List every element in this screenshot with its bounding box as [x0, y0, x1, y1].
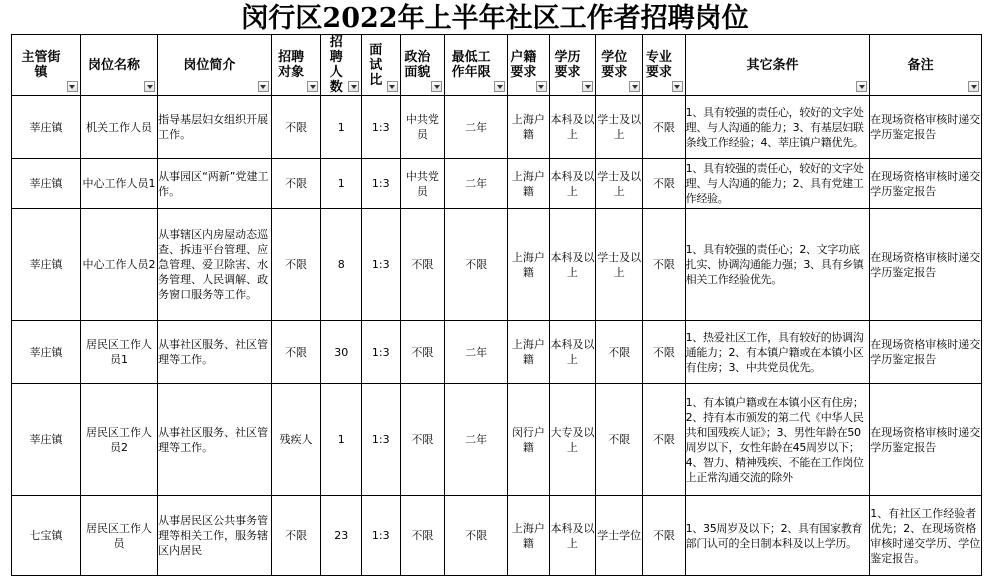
table-row: [12, 496, 982, 576]
header-row: [12, 35, 982, 96]
filter-dropdown-icon[interactable]: [431, 81, 442, 92]
cell-major[interactable]: 不限: [643, 496, 686, 576]
cell-degree[interactable]: 不限: [596, 321, 643, 384]
cell-hukou[interactable]: 上海户籍: [508, 496, 550, 576]
cell-remark[interactable]: 在现场资格审核时递交学历鉴定报告: [870, 159, 982, 209]
filter-dropdown-icon[interactable]: [387, 81, 398, 92]
cell-remark[interactable]: 在现场资格审核时递交学历鉴定报告: [870, 384, 982, 496]
cell-ratio[interactable]: 1:3: [362, 159, 401, 209]
column-header-other: [685, 35, 870, 96]
column-header-degree: [596, 35, 643, 96]
sheet-title: 闵行区2022年上半年社区工作者招聘岗位: [241, 3, 749, 34]
cell-count[interactable]: 1: [321, 384, 362, 496]
cell-post[interactable]: 中心工作人员2: [80, 209, 157, 321]
cell-target[interactable]: 残疾人: [271, 384, 321, 496]
table-row: [12, 96, 982, 159]
cell-other[interactable]: 1、具有较强的责任心；2、文字功底扎实、协调沟通能力强；3、具有乡镇相关工作经验优先。: [685, 209, 870, 321]
cell-post[interactable]: 机关工作人员: [80, 96, 157, 159]
column-header-hukou: [508, 35, 550, 96]
cell-other[interactable]: 1、有本镇户籍或在本镇小区有住房；2、持有本市颁发的第二代《中华人民共和国残疾人证》；3、男性年龄在50周岁以下，女性年龄在45周岁以下；4、智力、精神残疾、不能在工作岗位上正常沟通交流的除外: [685, 384, 870, 496]
cell-other[interactable]: 1、35周岁及以下；2、具有国家教育部门认可的全日制本科及以上学历。: [685, 496, 870, 576]
cell-edu[interactable]: 大专及以上: [549, 384, 596, 496]
filter-dropdown-icon[interactable]: [348, 81, 359, 92]
cell-degree[interactable]: 学士学位: [596, 496, 643, 576]
cell-edu[interactable]: 本科及以上: [549, 159, 596, 209]
cell-post[interactable]: 居民区工作人员1: [80, 321, 157, 384]
column-header-label: 主管街 镇: [21, 50, 61, 80]
column-header-brief: [158, 35, 272, 96]
cell-target[interactable]: 不限: [271, 321, 321, 384]
cell-hukou[interactable]: 上海户籍: [508, 209, 550, 321]
cell-other[interactable]: 1、具有较强的责任心，较好的文字处理、与人沟通的能力；3、有基层妇联条线工作经验；4、莘庄镇户籍优先。: [685, 96, 870, 159]
cell-major[interactable]: 不限: [643, 384, 686, 496]
cell-post[interactable]: 中心工作人员1: [80, 159, 157, 209]
cell-hukou[interactable]: 闵行户籍: [508, 384, 550, 496]
cell-count[interactable]: 8: [321, 209, 362, 321]
cell-remark[interactable]: 在现场资格审核时递交学历鉴定报告: [870, 321, 982, 384]
column-header-label: 面试 比: [369, 42, 383, 88]
cell-target[interactable]: 不限: [271, 496, 321, 576]
cell-politics[interactable]: 不限: [400, 496, 445, 576]
cell-brief[interactable]: 从事辖区内房屋动态巡查、拆违平台管理、应急管理、爱卫除害、水务管理、人民调解、政务窗口服务等工作。: [158, 209, 272, 321]
cell-politics[interactable]: 中共党员: [400, 159, 445, 209]
column-header-label: 备注: [907, 57, 934, 73]
column-header-label: 招聘 人数: [329, 35, 343, 95]
column-header-edu: [549, 35, 596, 96]
column-header-town: [12, 35, 81, 96]
filter-dropdown-icon[interactable]: [856, 81, 867, 92]
cell-ratio[interactable]: 1:3: [362, 496, 401, 576]
cell-years[interactable]: 不限: [445, 496, 508, 576]
cell-target[interactable]: 不限: [271, 159, 321, 209]
cell-target[interactable]: 不限: [271, 96, 321, 159]
cell-degree[interactable]: 学士及以上: [596, 96, 643, 159]
cell-brief[interactable]: 指导基层妇女组织开展工作。: [158, 96, 272, 159]
cell-post[interactable]: 居民区工作人员: [80, 496, 157, 576]
table-row: [12, 321, 982, 384]
cell-hukou[interactable]: 上海户籍: [508, 321, 550, 384]
cell-degree[interactable]: 不限: [596, 384, 643, 496]
column-header-politics: [400, 35, 445, 96]
cell-years[interactable]: 二年: [445, 321, 508, 384]
filter-dropdown-icon[interactable]: [672, 81, 683, 92]
cell-town[interactable]: 莘庄镇: [12, 384, 81, 496]
cell-politics[interactable]: 中共党员: [400, 96, 445, 159]
cell-hukou[interactable]: 上海户籍: [508, 96, 550, 159]
cell-town[interactable]: 莘庄镇: [12, 159, 81, 209]
cell-edu[interactable]: 本科及以上: [549, 96, 596, 159]
column-header-label: 专业 要求: [645, 50, 672, 80]
cell-ratio[interactable]: 1:3: [362, 384, 401, 496]
table-row: [12, 209, 982, 321]
cell-post[interactable]: 居民区工作人员2: [80, 384, 157, 496]
cell-town[interactable]: 莘庄镇: [12, 209, 81, 321]
recruitment-table: [11, 34, 982, 576]
cell-brief[interactable]: 从事园区“两新”党建工作。: [158, 159, 272, 209]
cell-count[interactable]: 23: [321, 496, 362, 576]
cell-degree[interactable]: 学士及以上: [596, 209, 643, 321]
cell-town[interactable]: 莘庄镇: [12, 96, 81, 159]
column-header-years: [445, 35, 508, 96]
filter-dropdown-icon[interactable]: [258, 81, 269, 92]
filter-dropdown-icon[interactable]: [307, 81, 318, 92]
filter-dropdown-icon[interactable]: [536, 81, 547, 92]
cell-other[interactable]: 1、热爱社区工作，具有较好的协调沟通能力；2、有本镇户籍或在本镇小区有住房；3、中共党员优先。: [685, 321, 870, 384]
cell-edu[interactable]: 本科及以上: [549, 496, 596, 576]
cell-town[interactable]: 莘庄镇: [12, 321, 81, 384]
column-header-ratio: [362, 35, 401, 96]
filter-dropdown-icon[interactable]: [67, 81, 78, 92]
cell-ratio[interactable]: 1:3: [362, 209, 401, 321]
cell-ratio[interactable]: 1:3: [362, 321, 401, 384]
cell-politics[interactable]: 不限: [400, 384, 445, 496]
cell-remark[interactable]: 在现场资格审核时递交学历鉴定报告: [870, 209, 982, 321]
cell-hukou[interactable]: 上海户籍: [508, 159, 550, 209]
column-header-label: 岗位名称: [88, 57, 141, 73]
column-header-label: 政治 面貌: [404, 50, 431, 80]
column-header-count: [321, 35, 362, 96]
column-header-label: 最低工 作年限: [451, 50, 491, 80]
filter-dropdown-icon[interactable]: [968, 81, 979, 92]
cell-degree[interactable]: 学士及以上: [596, 159, 643, 209]
column-header-major: [643, 35, 686, 96]
cell-years[interactable]: 二年: [445, 384, 508, 496]
column-header-label: 岗位简介: [183, 57, 236, 73]
cell-politics[interactable]: 不限: [400, 321, 445, 384]
column-header-label: 招聘 对象: [278, 50, 305, 80]
cell-major[interactable]: 不限: [643, 321, 686, 384]
filter-dropdown-icon[interactable]: [144, 81, 155, 92]
cell-major[interactable]: 不限: [643, 209, 686, 321]
cell-brief[interactable]: 从事居民区公共事务管理等相关工作，服务辖区内居民: [158, 496, 272, 576]
filter-dropdown-icon[interactable]: [494, 81, 505, 92]
cell-count[interactable]: 1: [321, 96, 362, 159]
filter-dropdown-icon[interactable]: [582, 81, 593, 92]
column-header-label: 其它条件: [746, 57, 799, 73]
cell-count[interactable]: 1: [321, 159, 362, 209]
cell-remark[interactable]: 1、有社区工作经验者优先；2、在现场资格审核时递交学历、学位鉴定报告。: [870, 496, 982, 576]
table-row: [12, 159, 982, 209]
cell-years[interactable]: 不限: [445, 209, 508, 321]
cell-remark[interactable]: 在现场资格审核时递交学历鉴定报告: [870, 96, 982, 159]
column-header-label: 学历 要求: [554, 50, 581, 80]
cell-years[interactable]: 二年: [445, 96, 508, 159]
column-header-label: 户籍 要求: [510, 50, 537, 80]
table-body: [12, 96, 982, 576]
cell-years[interactable]: 二年: [445, 159, 508, 209]
cell-ratio[interactable]: 1:3: [362, 96, 401, 159]
cell-target[interactable]: 不限: [271, 209, 321, 321]
cell-major[interactable]: 不限: [643, 96, 686, 159]
column-header-label: 学位 要求: [601, 50, 628, 80]
cell-other[interactable]: 1、具有较强的责任心，较好的文字处理、与人沟通的能力；2、具有党建工作经验。: [685, 159, 870, 209]
cell-town[interactable]: 七宝镇: [12, 496, 81, 576]
cell-major[interactable]: 不限: [643, 159, 686, 209]
cell-count[interactable]: 30: [321, 321, 362, 384]
filter-dropdown-icon[interactable]: [629, 81, 640, 92]
column-header-target: [271, 35, 321, 96]
cell-politics[interactable]: 不限: [400, 209, 445, 321]
table-row: [12, 384, 982, 496]
cell-brief[interactable]: 从事社区服务、社区管理等工作。: [158, 321, 272, 384]
cell-brief[interactable]: 从事社区服务、社区管理等工作。: [158, 384, 272, 496]
column-header-post: [80, 35, 157, 96]
cell-edu[interactable]: 本科及以上: [549, 321, 596, 384]
column-header-remark: [870, 35, 982, 96]
cell-edu[interactable]: 本科及以上: [549, 209, 596, 321]
